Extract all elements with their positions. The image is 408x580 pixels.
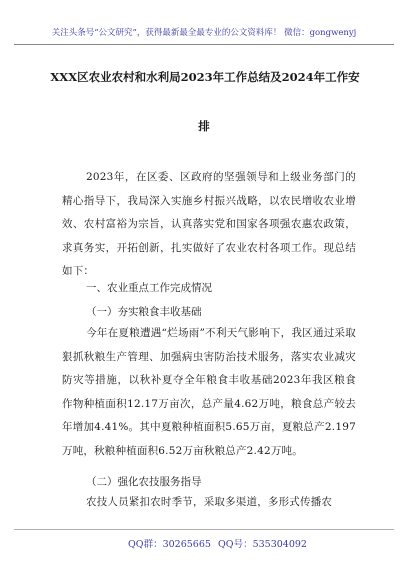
- footer-divider: [14, 529, 394, 530]
- document-title-continued: 排: [198, 119, 210, 133]
- intro-paragraph: [62, 166, 356, 284]
- intro-text: 2023年，在区委、区政府的坚强领导和上级业务部门的精心指导下，我局深入实施乡村振兴战略，以农民增收农业增效、农村富裕为宗旨，认真落实党和国家各项强农惠农政策，求真务实，开拓创新，扎实做好了农业农村各项工作。现总结如下：: [62, 171, 356, 277]
- subsection-2-text: 农技人员紧扣农时季节，采取多渠道，多形式传播农: [86, 496, 333, 508]
- page-header-banner: 关注头条号“公文研究”，获得最新最全最专业的公文资料库！ 微信：gongwenyj: [51, 28, 357, 38]
- subsection-1-text: 今年在夏粮遭遇“烂场雨”不利天气影响下，我区通过采取狠抓秋粮生产管理、加强病虫害防治技术服务，落实农业减灾防灾等措施，以秋补夏夺全年粮食丰收基础2023年我区粮食作物种植面积12.17万亩次，总产量4.62万吨，粮食总产较去年增加4.41%。其中夏粮种植面积5.65万亩，夏粮总产2.197万吨，秋粮种植面积6.52万亩秋粮总产2.42万吨。: [62, 327, 356, 457]
- footer-qq-group: QQ群：30265665: [128, 539, 211, 550]
- footer-qq-number: QQ号：535304092: [218, 539, 307, 550]
- subsection-paragraph-2: [62, 491, 356, 515]
- section-heading-1: 一、农业重点工作完成情况: [86, 282, 212, 294]
- header-divider: [14, 44, 394, 45]
- subsection-heading-2: （二）强化农技服务指导: [86, 476, 202, 488]
- subsection-paragraph-1: [62, 322, 356, 463]
- subsection-heading-1: （一）夯实粮食丰收基础: [86, 306, 202, 318]
- document-title: XXX区农业农村和水利局2023年工作总结及2024年工作安: [50, 70, 360, 84]
